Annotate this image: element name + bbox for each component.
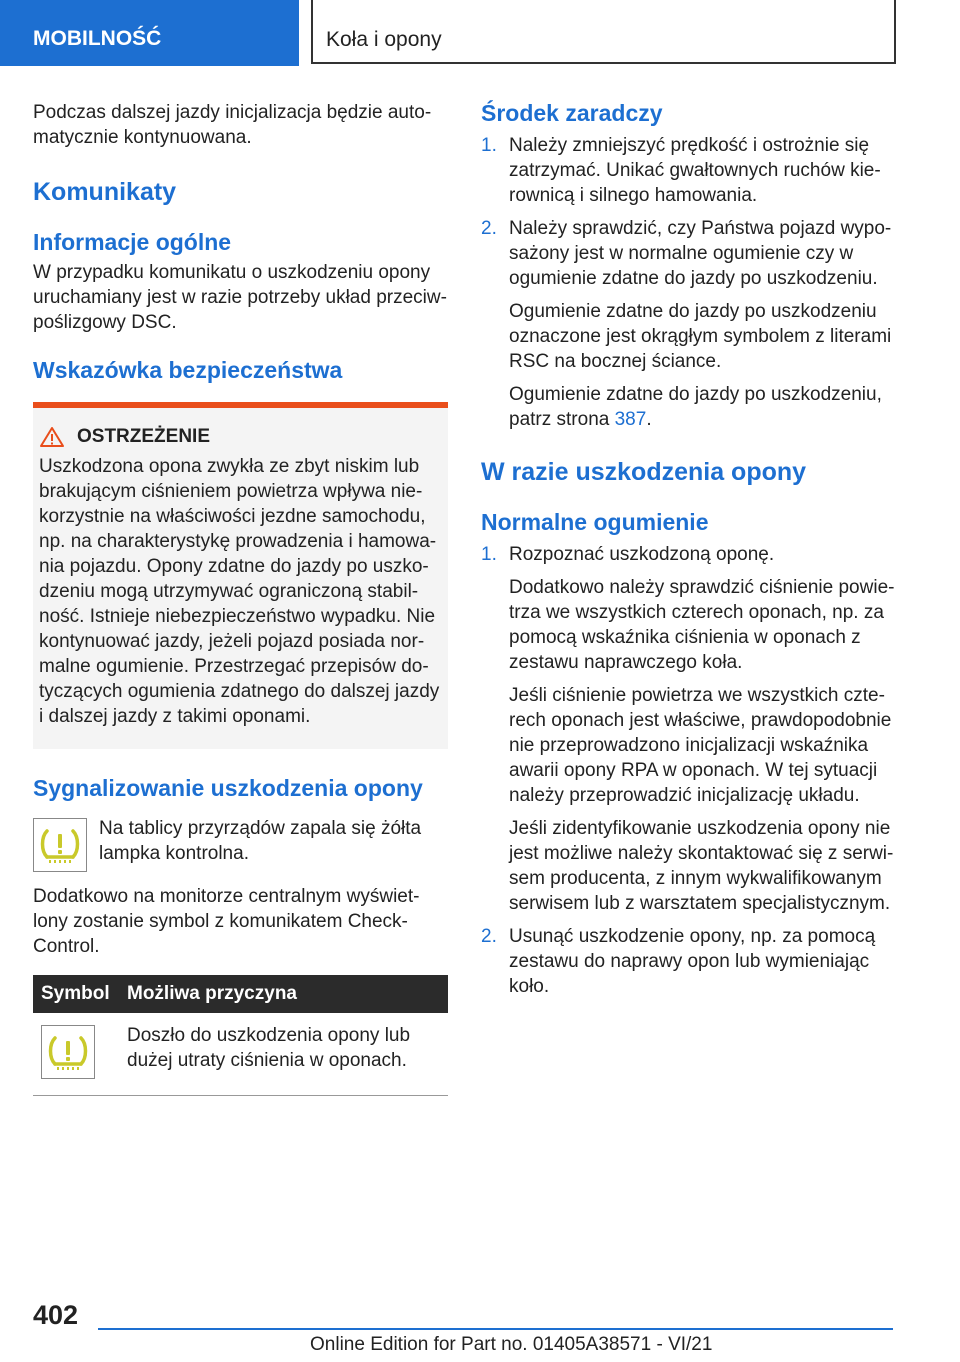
step-text: Należy sprawdzić, czy Państwa pojazd wypo-sażony jest w normalne ogumienie czy w ogumienie zdatne do jazdy po uszkodzeniu. [509,218,892,289]
step-number: 1. [481,135,497,156]
footer-edition: Online Edition for Part no. 01405A38571 - VI/21 [310,1334,713,1355]
signal-heading: Sygnalizowanie uszkodzenia opony [33,775,423,801]
chapter-title: Koła i opony [311,0,896,64]
table-cell-cause: Doszło do uszkodzenia opony lub dużej utraty ciśnienia w oponach. [119,1013,448,1096]
remedy-heading: Środek zaradczy [481,100,663,126]
indicator-text: Na tablicy przyrządów zapala się żółta lampka kontrolna. [99,818,422,864]
footer-divider [98,1328,893,1330]
list-item [481,924,901,999]
table-row [33,1013,448,1096]
step-number: 2. [481,218,497,239]
list-item [481,542,901,916]
table-cell-symbol [33,1013,119,1096]
step-text: Rozpoznać uszkodzoną oponę. [509,544,775,565]
step-text: Należy zmniejszyć prędkość i ostrożnie się zatrzymać. Unikać gwałtownych ruchów kie-rownicą i silnego hamowania. [509,135,881,206]
damage-heading: W razie uszkodzenia opony [481,458,807,486]
tire-pressure-warning-icon [41,1025,95,1079]
page-reference-suffix: . [646,409,652,430]
left-column [33,100,448,1096]
warning-text: Uszkodzona opona zwykła ze zbyt niskim lub brakującym ciśnieniem powietrza wpływa nie-korzystnie na właściwości jezdne samochodu, np. na charakterystykę prowadzenia i hamowa-nia pojazdu. Opony zdatne do jazdy po uszko-dzeniu mogą utrzymywać ograniczoną stabil-ność. Istnieje niebezpieczeństwo wypadku. Nie kontynuować jazdy, jeżeli pojazd posiada nor-malne ogumienie. Przestrzegać przepisów do-tyczących ogumienia zdatnego do dalszej jazdy i dalszej jazdy z takimi oponami. [39,456,440,727]
step-subparagraph: Jeśli zidentyfikowanie uszkodzenia opony nie jest możliwe należy skontaktować się z serwi-sem producenta, z innym wykwalifikowanym serwisem lub z warsztatem specjalistycznym. [509,818,894,914]
remedy-list [481,133,901,432]
general-info-text: W przypadku komunikatu o uszkodzeniu opony uruchamiany jest w razie potrzeby układ przeciw-poślizgowy DSC. [33,262,447,333]
step-number: 2. [481,926,497,947]
page-number: 402 [33,1300,79,1330]
list-item [481,216,901,432]
general-info-heading: Informacje ogólne [33,229,232,255]
list-item [481,133,901,208]
komunikaty-heading: Komunikaty [33,178,177,206]
warning-triangle-icon [39,426,65,448]
warning-header [39,426,440,448]
symbol-table [33,975,448,1096]
warning-title: OSTRZEŻENIE [77,426,211,447]
warning-box [33,402,448,749]
step-number: 1. [481,544,497,565]
right-column [481,100,901,999]
normal-tires-list [481,542,901,999]
table-header-row [33,975,448,1013]
step-subparagraph: Dodatkowo należy sprawdzić ciśnienie powie-trza we wszystkich czterech oponach, np. za pomocą wskaźnika ciśnienia w oponach z zestawu naprawczego koła. [509,577,895,673]
step-subparagraph: Jeśli ciśnienie powietrza we wszystkich czte-rech oponach jest właściwe, prawdopodobnie nie przeprowadzono inicjalizacji wskaźnika awarii opony RPA w oponach. W tej sytuacji należy przeprowadzić inicjalizację układu. [509,685,892,806]
safety-heading: Wskazówka bezpieczeństwa [33,357,343,383]
tire-pressure-warning-icon [33,818,87,872]
indicator-row [33,816,448,872]
intro-paragraph: Podczas dalszej jazdy inicjalizacja będzie auto-matycznie kontynuowana. [33,102,432,148]
page-reference-text: Ogumienie zdatne do jazdy po uszkodzeniu, patrz strona [509,384,882,430]
step-text: Usunąć uszkodzenie opony, np. za pomocą zestawu do naprawy opon lub wymieniając koło. [509,926,876,997]
normal-tires-heading: Normalne ogumienie [481,509,709,535]
page-reference [509,382,901,432]
monitor-text: Dodatkowo na monitorze centralnym wyświet-lony zostanie symbol z komunikatem Check-Control. [33,886,420,957]
rsc-note: Ogumienie zdatne do jazdy po uszkodzeniu oznaczone jest okrągłym symbolem z literami RSC na bocznej ściance. [509,301,892,372]
page-link-387[interactable]: 387 [614,409,647,430]
section-tab[interactable]: MOBILNOŚĆ [0,0,299,66]
column-header-cause: Możliwa przyczyna [119,975,448,1013]
column-header-symbol: Symbol [33,975,119,1013]
